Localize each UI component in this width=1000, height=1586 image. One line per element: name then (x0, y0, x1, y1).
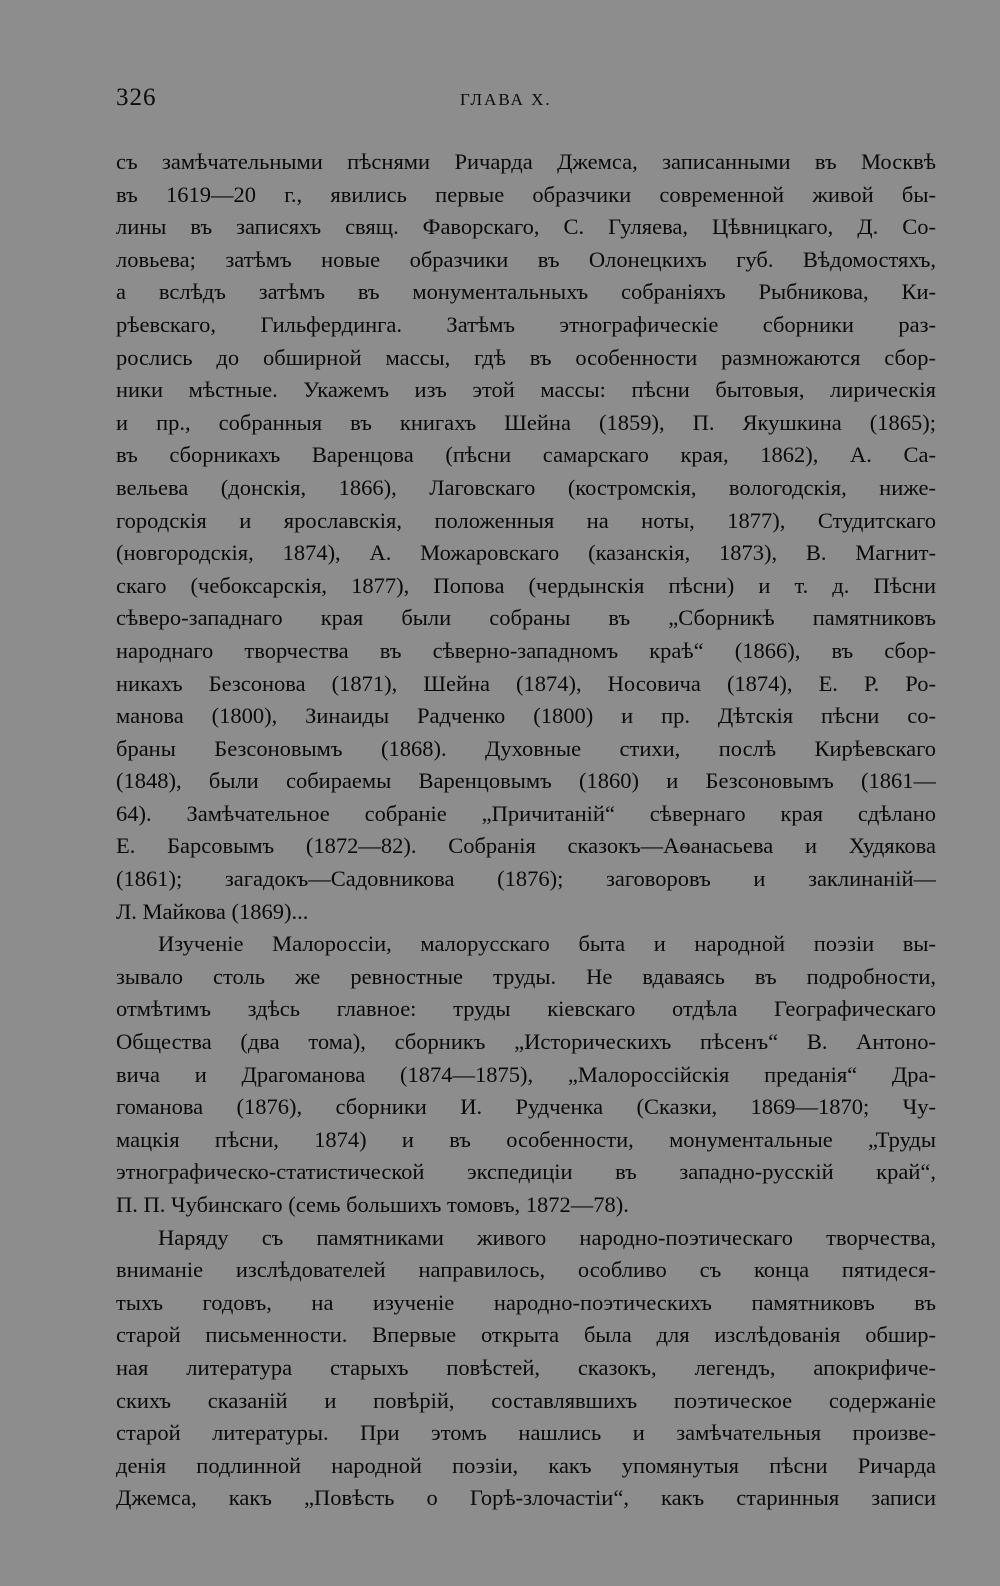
text-line: мацкія пѣсни, 1874) и въ особенности, монументальные „Труды (116, 1126, 936, 1152)
text-line: старой письменности. Впервые открыта была для изслѣдованія обшир- (116, 1322, 936, 1348)
text-line: Общества (два тома), сборникъ „Историческихъ пѣсенъ“ В. Антоно- (116, 1029, 936, 1055)
text-line: зывало столь же ревностные труды. Не вдаваясь въ подробности, (116, 963, 936, 989)
paragraph (116, 146, 936, 928)
text-line: лины въ записяхъ свящ. Фаворскаго, С. Гуляева, Цѣвницкаго, Д. Со- (116, 214, 936, 240)
text-line: въ сборникахъ Варенцова (пѣсни самарскаго края, 1862), А. Са- (116, 442, 936, 468)
running-head: ГЛАВА X. (460, 90, 552, 109)
text-line: старой литературы. При этомъ нашлись и замѣчательныя произве- (116, 1420, 936, 1446)
text-line: никахъ Безсонова (1871), Шейна (1874), Носовича (1874), Е. Р. Ро- (116, 670, 936, 696)
text-line: вельева (донскія, 1866), Лаговскаго (костромскія, вологодскія, ниже- (116, 474, 936, 500)
page-number: 326 (116, 84, 157, 111)
text-line: Наряду съ памятниками живого народно-поэтическаго творчества, (158, 1224, 936, 1250)
text-line: тыхъ годовъ, на изученіе народно-поэтическихъ памятниковъ въ (116, 1289, 936, 1315)
text-line: П. П. Чубинскаго (семь большихъ томовъ, 1872—78). (116, 1192, 629, 1217)
text-line: Е. Барсовымъ (1872—82). Собранія сказокъ—Аѳанасьева и Худякова (116, 833, 936, 859)
text-line: Изученіе Малороссіи, малорусскаго быта и народной поэзіи вы- (158, 931, 936, 957)
text-line: отмѣтимъ здѣсь главное: труды кіевскаго отдѣла Географическаго (116, 996, 936, 1022)
text-line: 64). Замѣчательное собраніе „Причитаній“ сѣвернаго края сдѣлано (116, 800, 936, 826)
text-line: скаго (чебоксарскія, 1877), Попова (чердынскія пѣсни) и т. д. Пѣсни (116, 572, 936, 598)
text-line: (1848), были собираемы Варенцовымъ (1860) и Безсоновымъ (1861— (116, 768, 936, 794)
text-line: Джемса, какъ „Повѣсть о Горѣ-злочастіи“, какъ старинныя записи (116, 1485, 936, 1511)
text-line: вича и Драгоманова (1874—1875), „Малороссійскія преданія“ Дра- (116, 1061, 936, 1087)
text-line: браны Безсоновымъ (1868). Духовные стихи, послѣ Кирѣевскаго (116, 735, 936, 761)
body-text (116, 146, 936, 1515)
text-line: вниманіе изслѣдователей направилось, особливо съ конца пятидеся- (116, 1257, 936, 1283)
text-line: ники мѣстные. Укажемъ изъ этой массы: пѣсни бытовыя, лирическія (116, 377, 936, 403)
text-line: ловьева; затѣмъ новые образчики въ Олонецкихъ губ. Вѣдомостяхъ, (116, 246, 936, 272)
text-line: сѣверо-западнаго края были собраны въ „Сборникѣ памятниковъ (116, 605, 936, 631)
text-line: народнаго творчества въ сѣверно-западномъ краѣ“ (1866), въ сбор- (116, 637, 936, 663)
page-header (116, 84, 936, 118)
paragraph (116, 1222, 936, 1515)
text-line: скихъ сказаній и повѣрій, составлявшихъ поэтическое содержаніе (116, 1387, 936, 1413)
text-line: рослись до обширной массы, гдѣ въ особенности размножаются сбор- (116, 344, 936, 370)
text-line: а вслѣдъ затѣмъ въ монументальныхъ собраніяхъ Рыбникова, Ки- (116, 279, 936, 305)
paragraph (116, 928, 936, 1221)
text-line: съ замѣчательными пѣснями Ричарда Джемса, записанными въ Москвѣ (116, 149, 936, 174)
text-line: Л. Майкова (1869)... (116, 898, 309, 924)
text-line: городскія и ярославскія, положенныя на ноты, 1877), Студитскаго (116, 507, 936, 533)
text-line: рѣевскаго, Гильфердинга. Затѣмъ этнографическіе сборники раз- (116, 311, 936, 337)
text-line: (1861); загадокъ—Садовникова (1876); заговоровъ и заклинаній— (116, 866, 936, 892)
text-line: и пр., собранныя въ книгахъ Шейна (1859), П. Якушкина (1865); (116, 409, 936, 435)
text-line: въ 1619—20 г., явились первые образчики современной живой бы- (116, 181, 936, 207)
text-line: этнографическо-статистической экспедиціи въ западно-русскій край“, (116, 1159, 936, 1185)
text-line: манова (1800), Зинаиды Радченко (1800) и пр. Дѣтскія пѣсни со- (116, 703, 936, 729)
text-line: денія подлинной народной поэзіи, какъ упомянутыя пѣсни Ричарда (116, 1452, 936, 1478)
text-line: гоманова (1876), сборники И. Рудченка (Сказки, 1869—1870; Чу- (116, 1094, 936, 1120)
text-line: (новгородскія, 1874), А. Можаровскаго (казанскія, 1873), В. Магнит- (116, 540, 936, 566)
text-line: ная литература старыхъ повѣстей, сказокъ, легендъ, апокрифиче- (116, 1354, 936, 1380)
